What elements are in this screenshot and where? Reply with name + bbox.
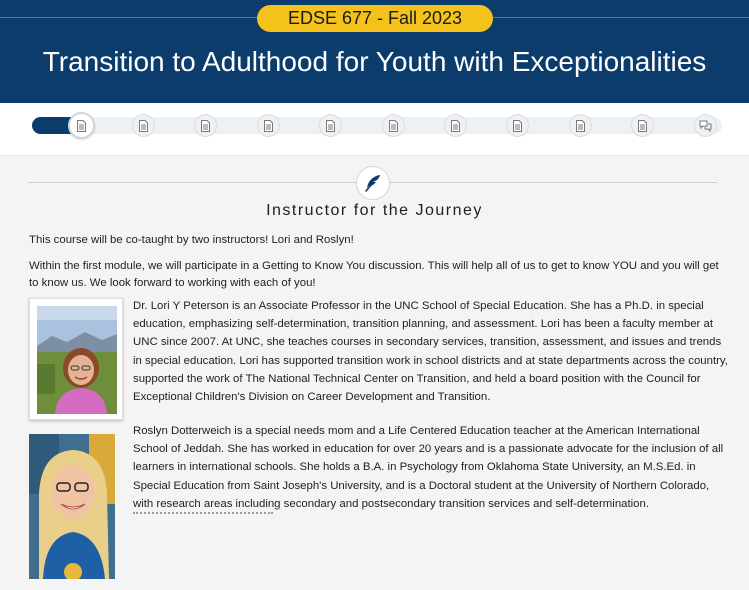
document-icon xyxy=(450,120,461,132)
course-title: Transition to Adulthood for Youth with Exceptionalities xyxy=(42,46,707,77)
document-icon xyxy=(138,120,149,132)
instructor-bio-lori: Dr. Lori Y Peterson is an Associate Professor in the UNC School of Special Education. She has a Ph.D. in special education, emphasizing self-determination, transition planning, and assessment. Lori has been a faculty member at UNC since 2007. At UNC, she teaches courses in secondary services, transition, assessment, and issues and trends in special education. Lori has supported transition work in school districts and at state departments across the country, supported the work of The National Technical Center on Transition, and held a board position with the Council for Exceptional Children's Division on Career Development and Transition. xyxy=(133,300,728,404)
document-icon xyxy=(637,120,648,132)
course-header xyxy=(0,0,749,103)
intro-text: This course will be co-taught by two instructors! Lori and Roslyn! xyxy=(29,234,354,246)
document-icon xyxy=(512,120,523,132)
progress-step-11[interactable] xyxy=(694,114,717,137)
feather-icon xyxy=(356,166,390,200)
progress-step-9[interactable] xyxy=(569,114,592,137)
progress-step-10[interactable] xyxy=(631,114,654,137)
instructor-bio-roslyn: Roslyn Dotterweich is a special needs mom and a Life Centered Education teacher at the American International School of Jeddah. She has worked in education for over 20 years and is a passionate advocate for the inclusion of all learners in international schools. She holds a B.A. in Psychology from Oklahoma State University, an M.S.Ed. in Special Education from Saint Joseph's University, and is a Doctoral student at the University of Northern Colorado, with research areas including secondary and postsecondary transition services and self-determination. xyxy=(133,425,724,510)
document-icon xyxy=(76,120,87,132)
document-icon xyxy=(263,120,274,132)
document-icon xyxy=(200,120,211,132)
progress-step-6[interactable] xyxy=(382,114,405,137)
section-title: Instructor for the Journey xyxy=(266,202,483,219)
cutoff-text-line xyxy=(133,512,273,515)
progress-step-5[interactable] xyxy=(319,114,342,137)
progress-step-7[interactable] xyxy=(444,114,467,137)
discussion-icon xyxy=(699,120,712,132)
page-content xyxy=(0,155,749,590)
progress-step-1[interactable] xyxy=(68,112,95,139)
document-icon xyxy=(388,120,399,132)
course-code-badge: EDSE 677 - Fall 2023 xyxy=(257,5,493,32)
document-icon xyxy=(575,120,586,132)
instructor-photo-lori xyxy=(29,298,123,420)
intro-text-2: Within the first module, we will participate in a Getting to Know You discussion. This will help all of us to get to know YOU and you will get to know us. We look forward to working with each of you! xyxy=(29,260,719,289)
instructor-photo-roslyn xyxy=(29,434,115,579)
progress-step-4[interactable] xyxy=(257,114,280,137)
progress-step-2[interactable] xyxy=(132,114,155,137)
module-progress-bar xyxy=(0,103,749,155)
document-icon xyxy=(325,120,336,132)
